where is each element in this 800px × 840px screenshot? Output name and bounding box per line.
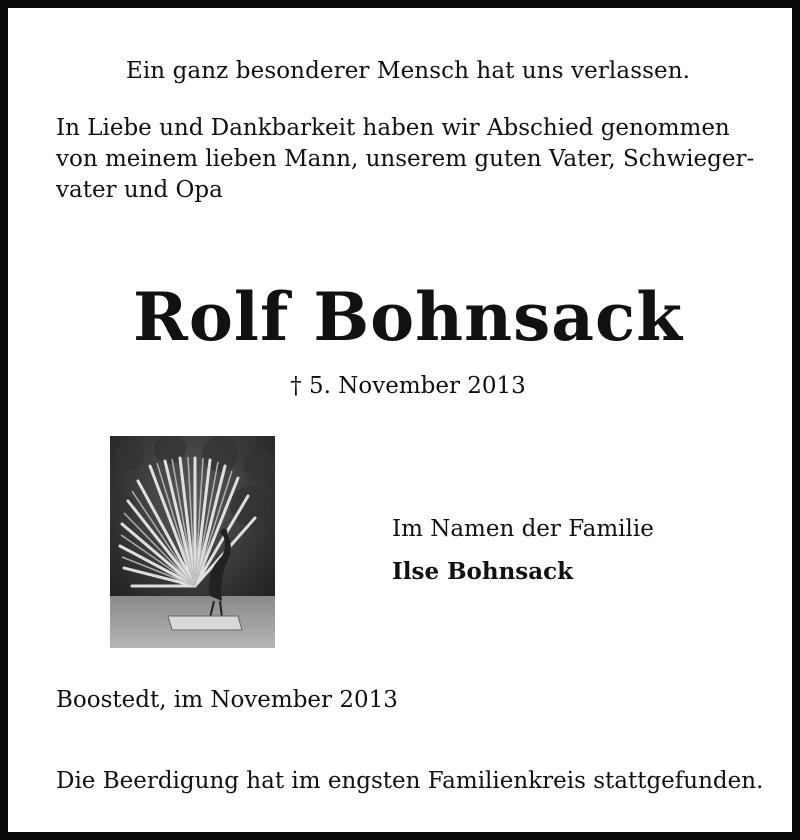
tribute-message-line: vater und Opa [56, 177, 223, 203]
family-label: Im Namen der Familie [392, 516, 654, 542]
funeral-note: Die Beerdigung hat im engsten Familienkreis stattgefunden. [56, 768, 764, 794]
tribute-message-line: von meinem lieben Mann, unserem guten Vater, Schwieger- [56, 146, 755, 172]
family-name: Ilse Bohnsack [392, 558, 574, 585]
deceased-name: Rolf Bohnsack [133, 278, 683, 356]
peacock-photo [110, 436, 275, 648]
tribute-message-line: In Liebe und Dankbarkeit haben wir Abschied genommen [56, 115, 730, 141]
place-date: Boostedt, im November 2013 [56, 687, 398, 713]
death-date: † 5. November 2013 [290, 373, 526, 399]
intro-line: Ein ganz besonderer Mensch hat uns verlassen. [125, 58, 691, 84]
tribute-message [56, 113, 776, 206]
